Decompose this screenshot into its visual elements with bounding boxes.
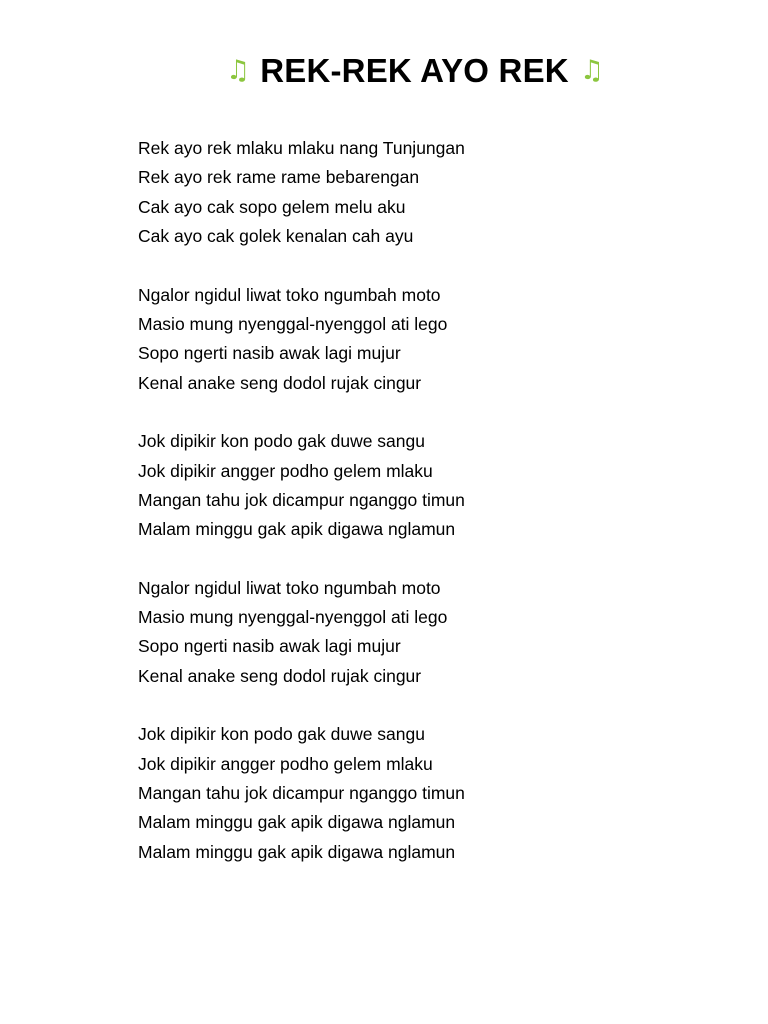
lyric-line: Kenal anake seng dodol rujak cingur bbox=[138, 372, 422, 393]
music-note-icon: ♫ bbox=[226, 55, 251, 86]
stanza bbox=[138, 574, 698, 692]
lyric-line: Ngalor ngidul liwat toko ngumbah moto bbox=[138, 577, 441, 598]
lyric-line: Jok dipikir kon podo gak duwe sangu bbox=[138, 724, 425, 745]
title-row bbox=[0, 49, 768, 93]
lyric-line: Cak ayo cak golek kenalan cah ayu bbox=[138, 226, 414, 247]
lyric-line: Ngalor ngidul liwat toko ngumbah moto bbox=[138, 284, 441, 305]
lyric-line: Masio mung nyenggal-nyenggol ati lego bbox=[138, 313, 448, 334]
lyric-line: Jok dipikir kon podo gak duwe sangu bbox=[138, 431, 425, 452]
lyric-line: Sopo ngerti nasib awak lagi mujur bbox=[138, 636, 401, 657]
lyric-line: Malam minggu gak apik digawa nglamun bbox=[138, 841, 456, 862]
lyric-line: Malam minggu gak apik digawa nglamun bbox=[138, 519, 456, 540]
stanza bbox=[138, 427, 698, 545]
lyric-line: Malam minggu gak apik digawa nglamun bbox=[138, 812, 456, 833]
lyric-line: Sopo ngerti nasib awak lagi mujur bbox=[138, 343, 401, 364]
music-note-icon: ♫ bbox=[579, 55, 605, 86]
lyric-line: Masio mung nyenggal-nyenggol ati lego bbox=[138, 607, 448, 628]
lyric-line: Rek ayo rek rame rame bebarengan bbox=[138, 167, 420, 188]
title-group bbox=[226, 49, 604, 93]
lyric-line: Kenal anake seng dodol rujak cingur bbox=[138, 665, 422, 686]
lyric-line: Mangan tahu jok dicampur nganggo timun bbox=[138, 783, 465, 804]
lyrics-body bbox=[138, 134, 698, 896]
lyric-line: Jok dipikir angger podho gelem mlaku bbox=[138, 753, 433, 774]
stanza bbox=[138, 281, 698, 399]
page-title: REK-REK AYO REK bbox=[260, 52, 569, 89]
stanza bbox=[138, 720, 698, 867]
lyric-line: Rek ayo rek mlaku mlaku nang Tunjungan bbox=[138, 138, 465, 158]
lyric-line: Cak ayo cak sopo gelem melu aku bbox=[138, 196, 406, 217]
lyric-line: Mangan tahu jok dicampur nganggo timun bbox=[138, 489, 465, 510]
stanza bbox=[138, 134, 698, 252]
lyric-line: Jok dipikir angger podho gelem mlaku bbox=[138, 460, 433, 481]
